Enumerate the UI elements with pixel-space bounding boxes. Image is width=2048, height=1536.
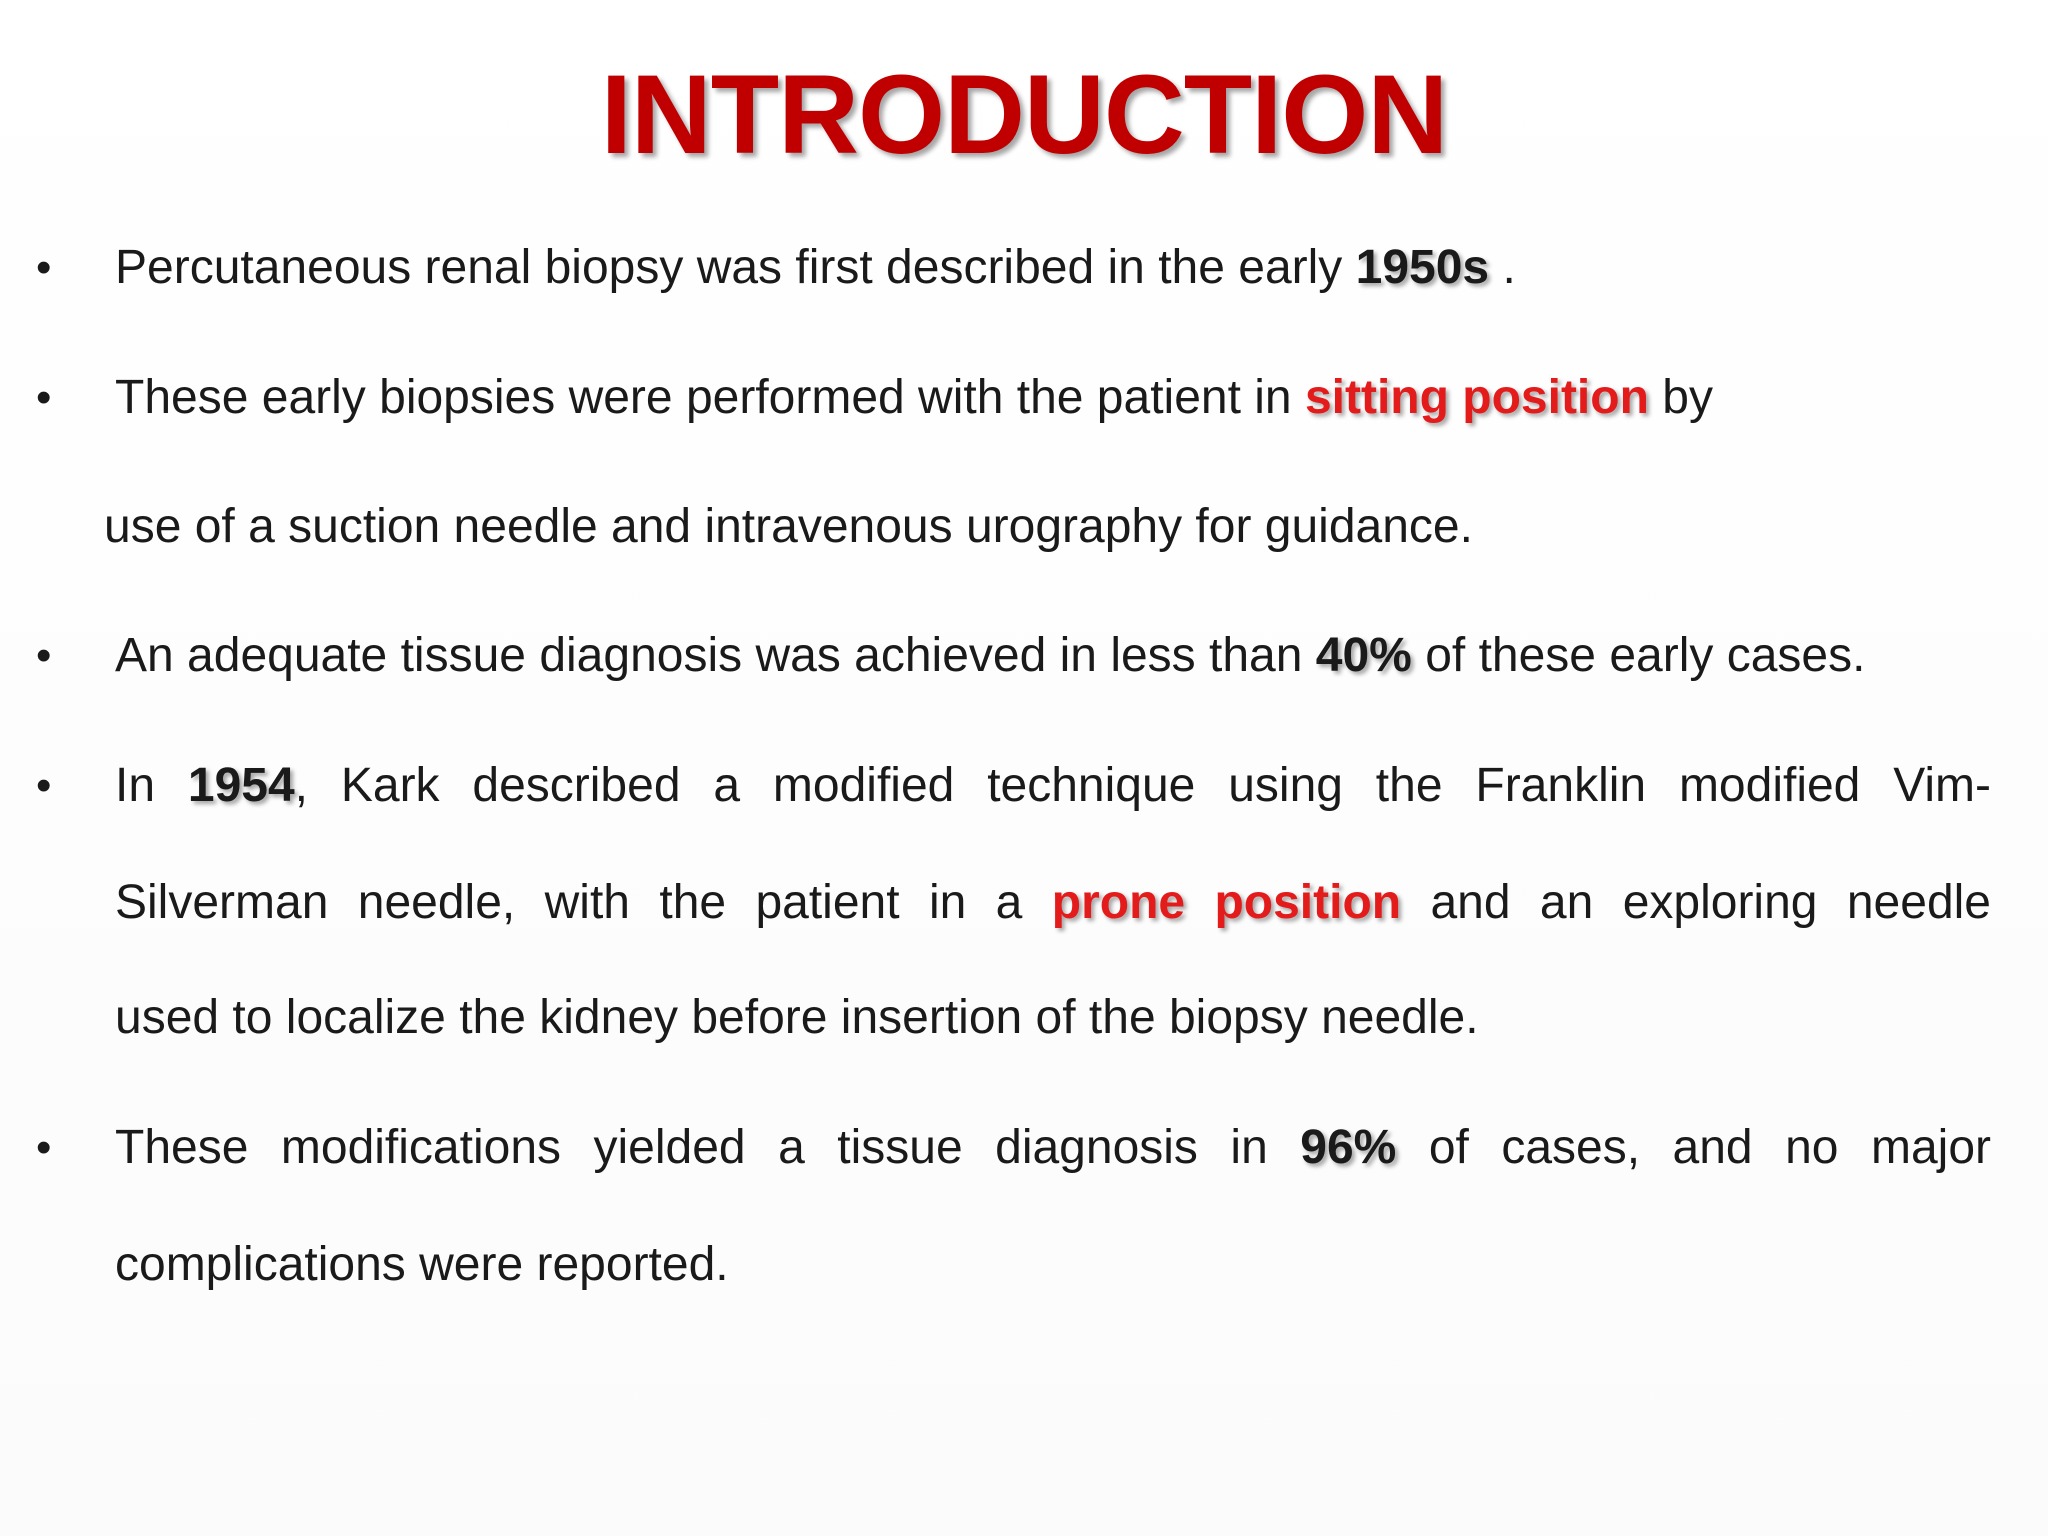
bullet-2-continuation: use of a suction needle and intravenous urography for guidance. bbox=[104, 500, 1473, 553]
bullet-3-text-a: An adequate tissue diagnosis was achieved in less than bbox=[115, 629, 1316, 682]
bullet-5-line-1 bbox=[115, 1118, 1991, 1178]
bullet-3-text bbox=[115, 626, 1865, 686]
bullet-2-emphasis-sitting-position: sitting position bbox=[1304, 371, 1649, 424]
bullet-1-text-b: . bbox=[1489, 241, 1516, 294]
bullet-marker: • bbox=[36, 761, 52, 810]
bullet-5-line-2: complications were reported. bbox=[115, 1238, 729, 1291]
bullet-2-text-b: by bbox=[1648, 371, 1713, 424]
bullet-marker: • bbox=[36, 631, 52, 680]
bullet-4-emphasis-1954: 1954 bbox=[187, 759, 295, 812]
bullet-1-text-a: Percutaneous renal biopsy was first described in the early bbox=[115, 241, 1356, 294]
bullet-5-text-b: of cases, and no major bbox=[1396, 1121, 1992, 1174]
bullet-marker: • bbox=[36, 373, 52, 422]
bullet-2-text-a: These early biopsies were performed with the patient in bbox=[115, 371, 1305, 424]
bullet-4-text-a: In bbox=[115, 759, 188, 812]
bullet-3-emphasis-40-percent: 40% bbox=[1315, 629, 1412, 682]
bullet-1-emphasis-1950s: 1950s bbox=[1355, 241, 1490, 294]
bullet-2-text bbox=[115, 368, 1713, 428]
bullet-4-text-d: and an exploring needle bbox=[1401, 876, 1991, 929]
bullet-5-emphasis-96-percent: 96% bbox=[1300, 1121, 1397, 1174]
bullet-3-text-b: of these early cases. bbox=[1411, 629, 1866, 682]
bullet-4-line-3: used to localize the kidney before insertion of the biopsy needle. bbox=[115, 991, 1479, 1044]
bullet-1-text bbox=[115, 238, 1516, 298]
bullet-4-emphasis-prone-position: prone position bbox=[1051, 876, 1402, 929]
bullet-marker: • bbox=[36, 243, 52, 292]
bullet-marker: • bbox=[36, 1123, 52, 1172]
bullet-4-line-2 bbox=[115, 873, 1991, 933]
slide-title: INTRODUCTION bbox=[600, 52, 1448, 177]
bullet-4-text-b: , Kark described a modified technique using the Franklin modified Vim- bbox=[294, 759, 1992, 812]
bullet-4-line-1 bbox=[115, 756, 1991, 816]
bullet-4-text-c: Silverman needle, with the patient in a bbox=[115, 876, 1052, 929]
bullet-5-text-a: These modifications yielded a tissue diagnosis in bbox=[115, 1121, 1301, 1174]
